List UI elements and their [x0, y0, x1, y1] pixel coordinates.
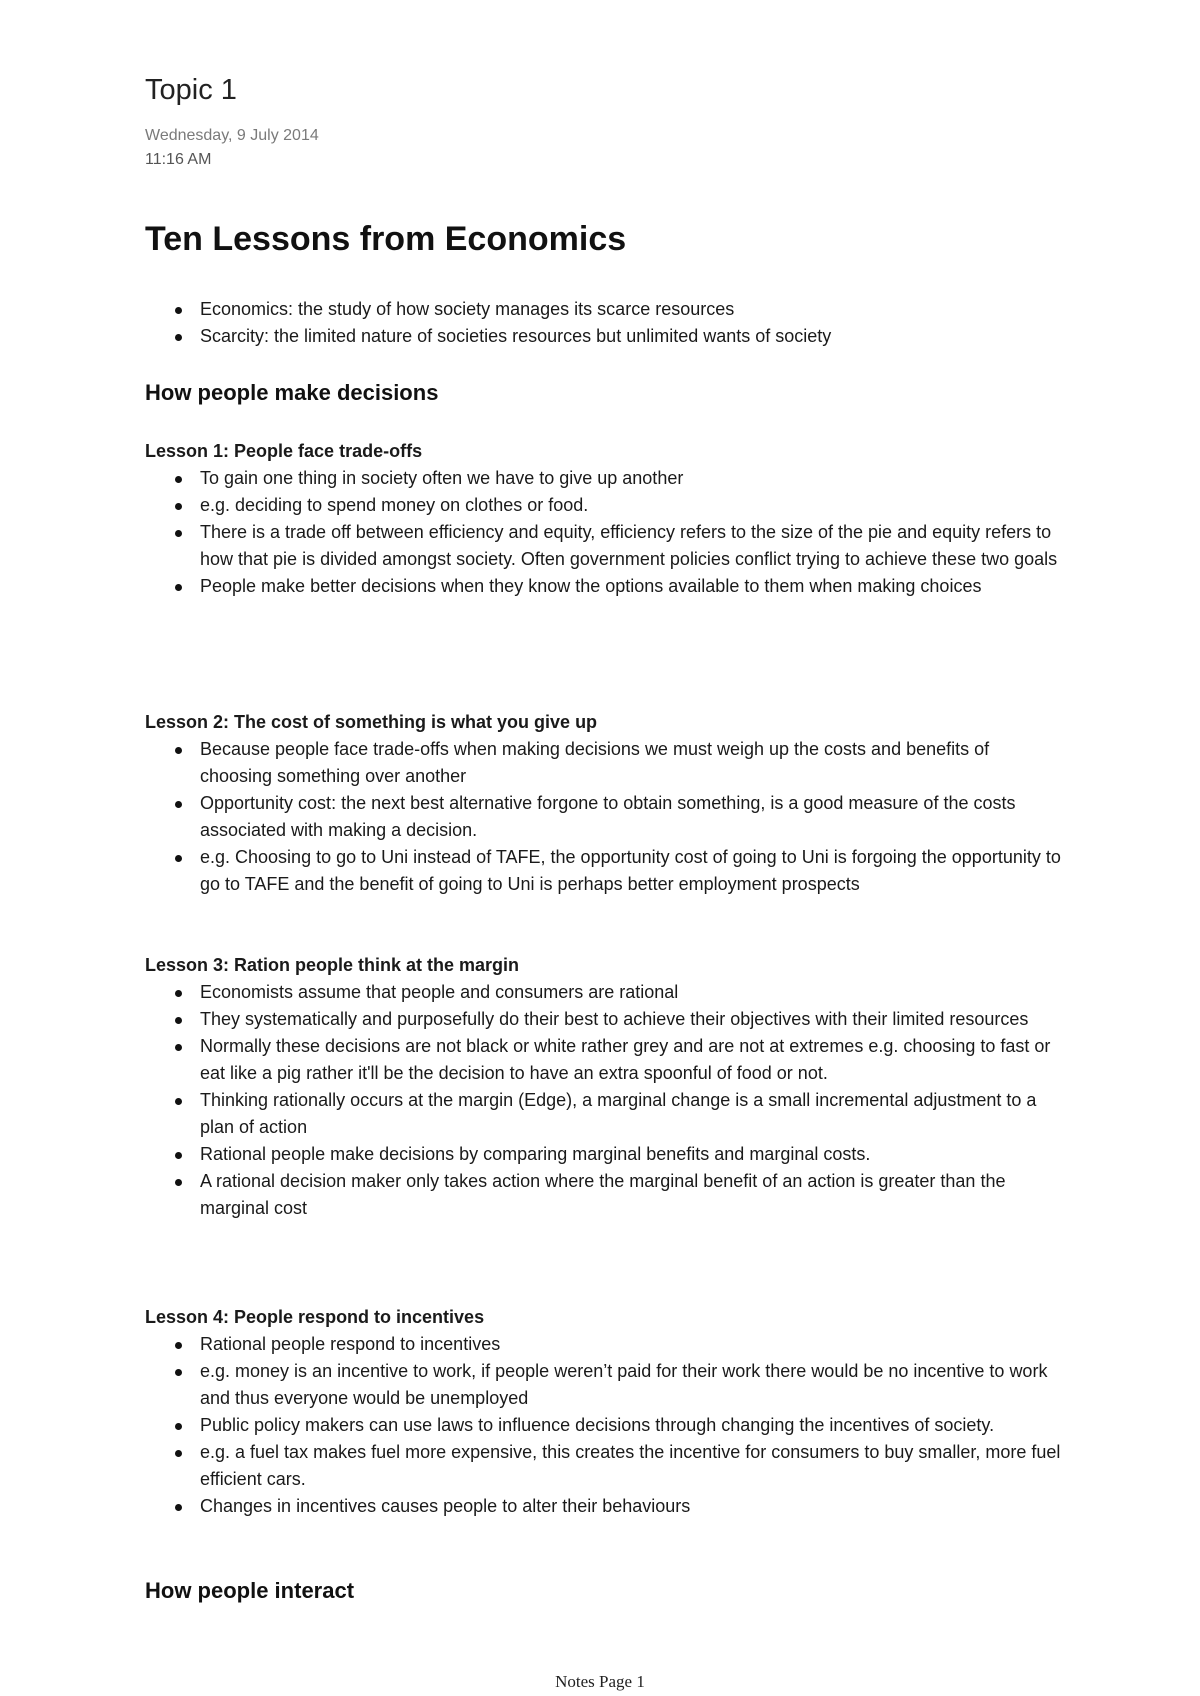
bullet-icon [175, 801, 182, 808]
list-item [145, 1358, 1065, 1412]
list-item-text: e.g. deciding to spend money on clothes or food. [200, 495, 589, 515]
list-item [145, 519, 1065, 573]
bullet-icon [175, 1450, 182, 1457]
list-item [145, 573, 1065, 600]
list-item-text: A rational decision maker only takes action where the marginal benefit of an action is greater than the marginal cost [200, 1171, 1006, 1218]
list-item [145, 1087, 1065, 1141]
list-item [145, 736, 1065, 790]
list-item [145, 1493, 1065, 1520]
page-metadata [145, 124, 319, 172]
list-item-text: They systematically and purposefully do their best to achieve their objectives with their limited resources [200, 1009, 1029, 1029]
list-item [145, 790, 1065, 844]
list-item [145, 1006, 1065, 1033]
lesson-heading: Lesson 1: People face trade-offs [145, 441, 423, 461]
bullet-icon [175, 1098, 182, 1105]
lesson-heading: Lesson 4: People respond to incentives [145, 1307, 485, 1327]
lesson-2 [145, 709, 1065, 898]
lesson-bullet-list [145, 1331, 1065, 1520]
bullet-icon [175, 1179, 182, 1186]
lesson-bullet-list [145, 465, 1065, 600]
list-item-text: People make better decisions when they know the options available to them when making choices [200, 576, 982, 596]
intro-bullet-list [145, 296, 1045, 350]
list-item-text: Rational people make decisions by comparing marginal benefits and marginal costs. [200, 1144, 871, 1164]
list-item-text: Scarcity: the limited nature of societies resources but unlimited wants of society [200, 326, 832, 346]
bullet-icon [175, 1504, 182, 1511]
bullet-icon [175, 334, 182, 341]
bullet-icon [175, 530, 182, 537]
bullet-icon [175, 476, 182, 483]
document-title: Ten Lessons from Economics [145, 220, 627, 258]
bullet-icon [175, 1044, 182, 1051]
list-item-text: Thinking rationally occurs at the margin (Edge), a marginal change is a small incremental adjustment to a plan of action [200, 1090, 1037, 1137]
list-item [145, 1439, 1065, 1493]
list-item [145, 465, 1065, 492]
list-item-text: Because people face trade-offs when making decisions we must weigh up the costs and benefits of choosing something over another [200, 739, 990, 786]
bullet-icon [175, 1342, 182, 1349]
list-item-text: Changes in incentives causes people to alter their behaviours [200, 1496, 691, 1516]
list-item-text: To gain one thing in society often we have to give up another [200, 468, 684, 488]
list-item-text: Rational people respond to incentives [200, 1334, 501, 1354]
page-footer: Notes Page 1 [555, 1672, 645, 1691]
lesson-4 [145, 1304, 1065, 1520]
list-item [145, 1033, 1065, 1087]
bullet-icon [175, 584, 182, 591]
lesson-bullet-list [145, 979, 1065, 1222]
list-item [145, 323, 1045, 350]
list-item [145, 844, 1065, 898]
list-item [145, 1168, 1065, 1222]
page-date: Wednesday, 9 July 2014 [145, 127, 319, 144]
list-item [145, 296, 1045, 323]
bullet-icon [175, 1152, 182, 1159]
list-item-text: Economists assume that people and consumers are rational [200, 982, 679, 1002]
lesson-1 [145, 438, 1065, 600]
list-item-text: e.g. money is an incentive to work, if people weren’t paid for their work there would be no incentive to work and thus everyone would be unemployed [200, 1361, 1048, 1408]
list-item [145, 1331, 1065, 1358]
list-item-text: Normally these decisions are not black or white rather grey and are not at extremes e.g. choosing to fast or eat like a pig rather it'll be the decision to have an extra spoonful of food or not. [200, 1036, 1051, 1083]
list-item-text: e.g. a fuel tax makes fuel more expensive, this creates the incentive for consumers to buy smaller, more fuel efficient cars. [200, 1442, 1061, 1489]
bullet-icon [175, 503, 182, 510]
list-item [145, 1412, 1065, 1439]
list-item-text: Economics: the study of how society manages its scarce resources [200, 299, 735, 319]
lesson-3 [145, 952, 1065, 1222]
list-item-text: Opportunity cost: the next best alternative forgone to obtain something, is a good measure of the costs associated with making a decision. [200, 793, 1016, 840]
list-item [145, 1141, 1065, 1168]
lesson-heading: Lesson 3: Ration people think at the margin [145, 955, 520, 975]
lesson-heading: Lesson 2: The cost of something is what you give up [145, 712, 598, 732]
list-item [145, 492, 1065, 519]
bullet-icon [175, 747, 182, 754]
page-time: 11:16 AM [145, 151, 212, 168]
bullet-icon [175, 855, 182, 862]
section-heading-decisions: How people make decisions [145, 380, 439, 405]
list-item-text: Public policy makers can use laws to influence decisions through changing the incentives of society. [200, 1415, 995, 1435]
page-title: Topic 1 [145, 74, 237, 106]
section-heading-interact: How people interact [145, 1578, 355, 1603]
lesson-bullet-list [145, 736, 1065, 898]
bullet-icon [175, 1423, 182, 1430]
bullet-icon [175, 1369, 182, 1376]
bullet-icon [175, 1017, 182, 1024]
list-item-text: There is a trade off between efficiency and equity, efficiency refers to the size of the pie and equity refers to how that pie is divided amongst society. Often government policies conflict trying to achieve these two goals [200, 522, 1058, 569]
list-item-text: e.g. Choosing to go to Uni instead of TAFE, the opportunity cost of going to Uni is forgoing the opportunity to go to TAFE and the benefit of going to Uni is perhaps better employment prospects [200, 847, 1061, 894]
bullet-icon [175, 990, 182, 997]
list-item [145, 979, 1065, 1006]
bullet-icon [175, 307, 182, 314]
